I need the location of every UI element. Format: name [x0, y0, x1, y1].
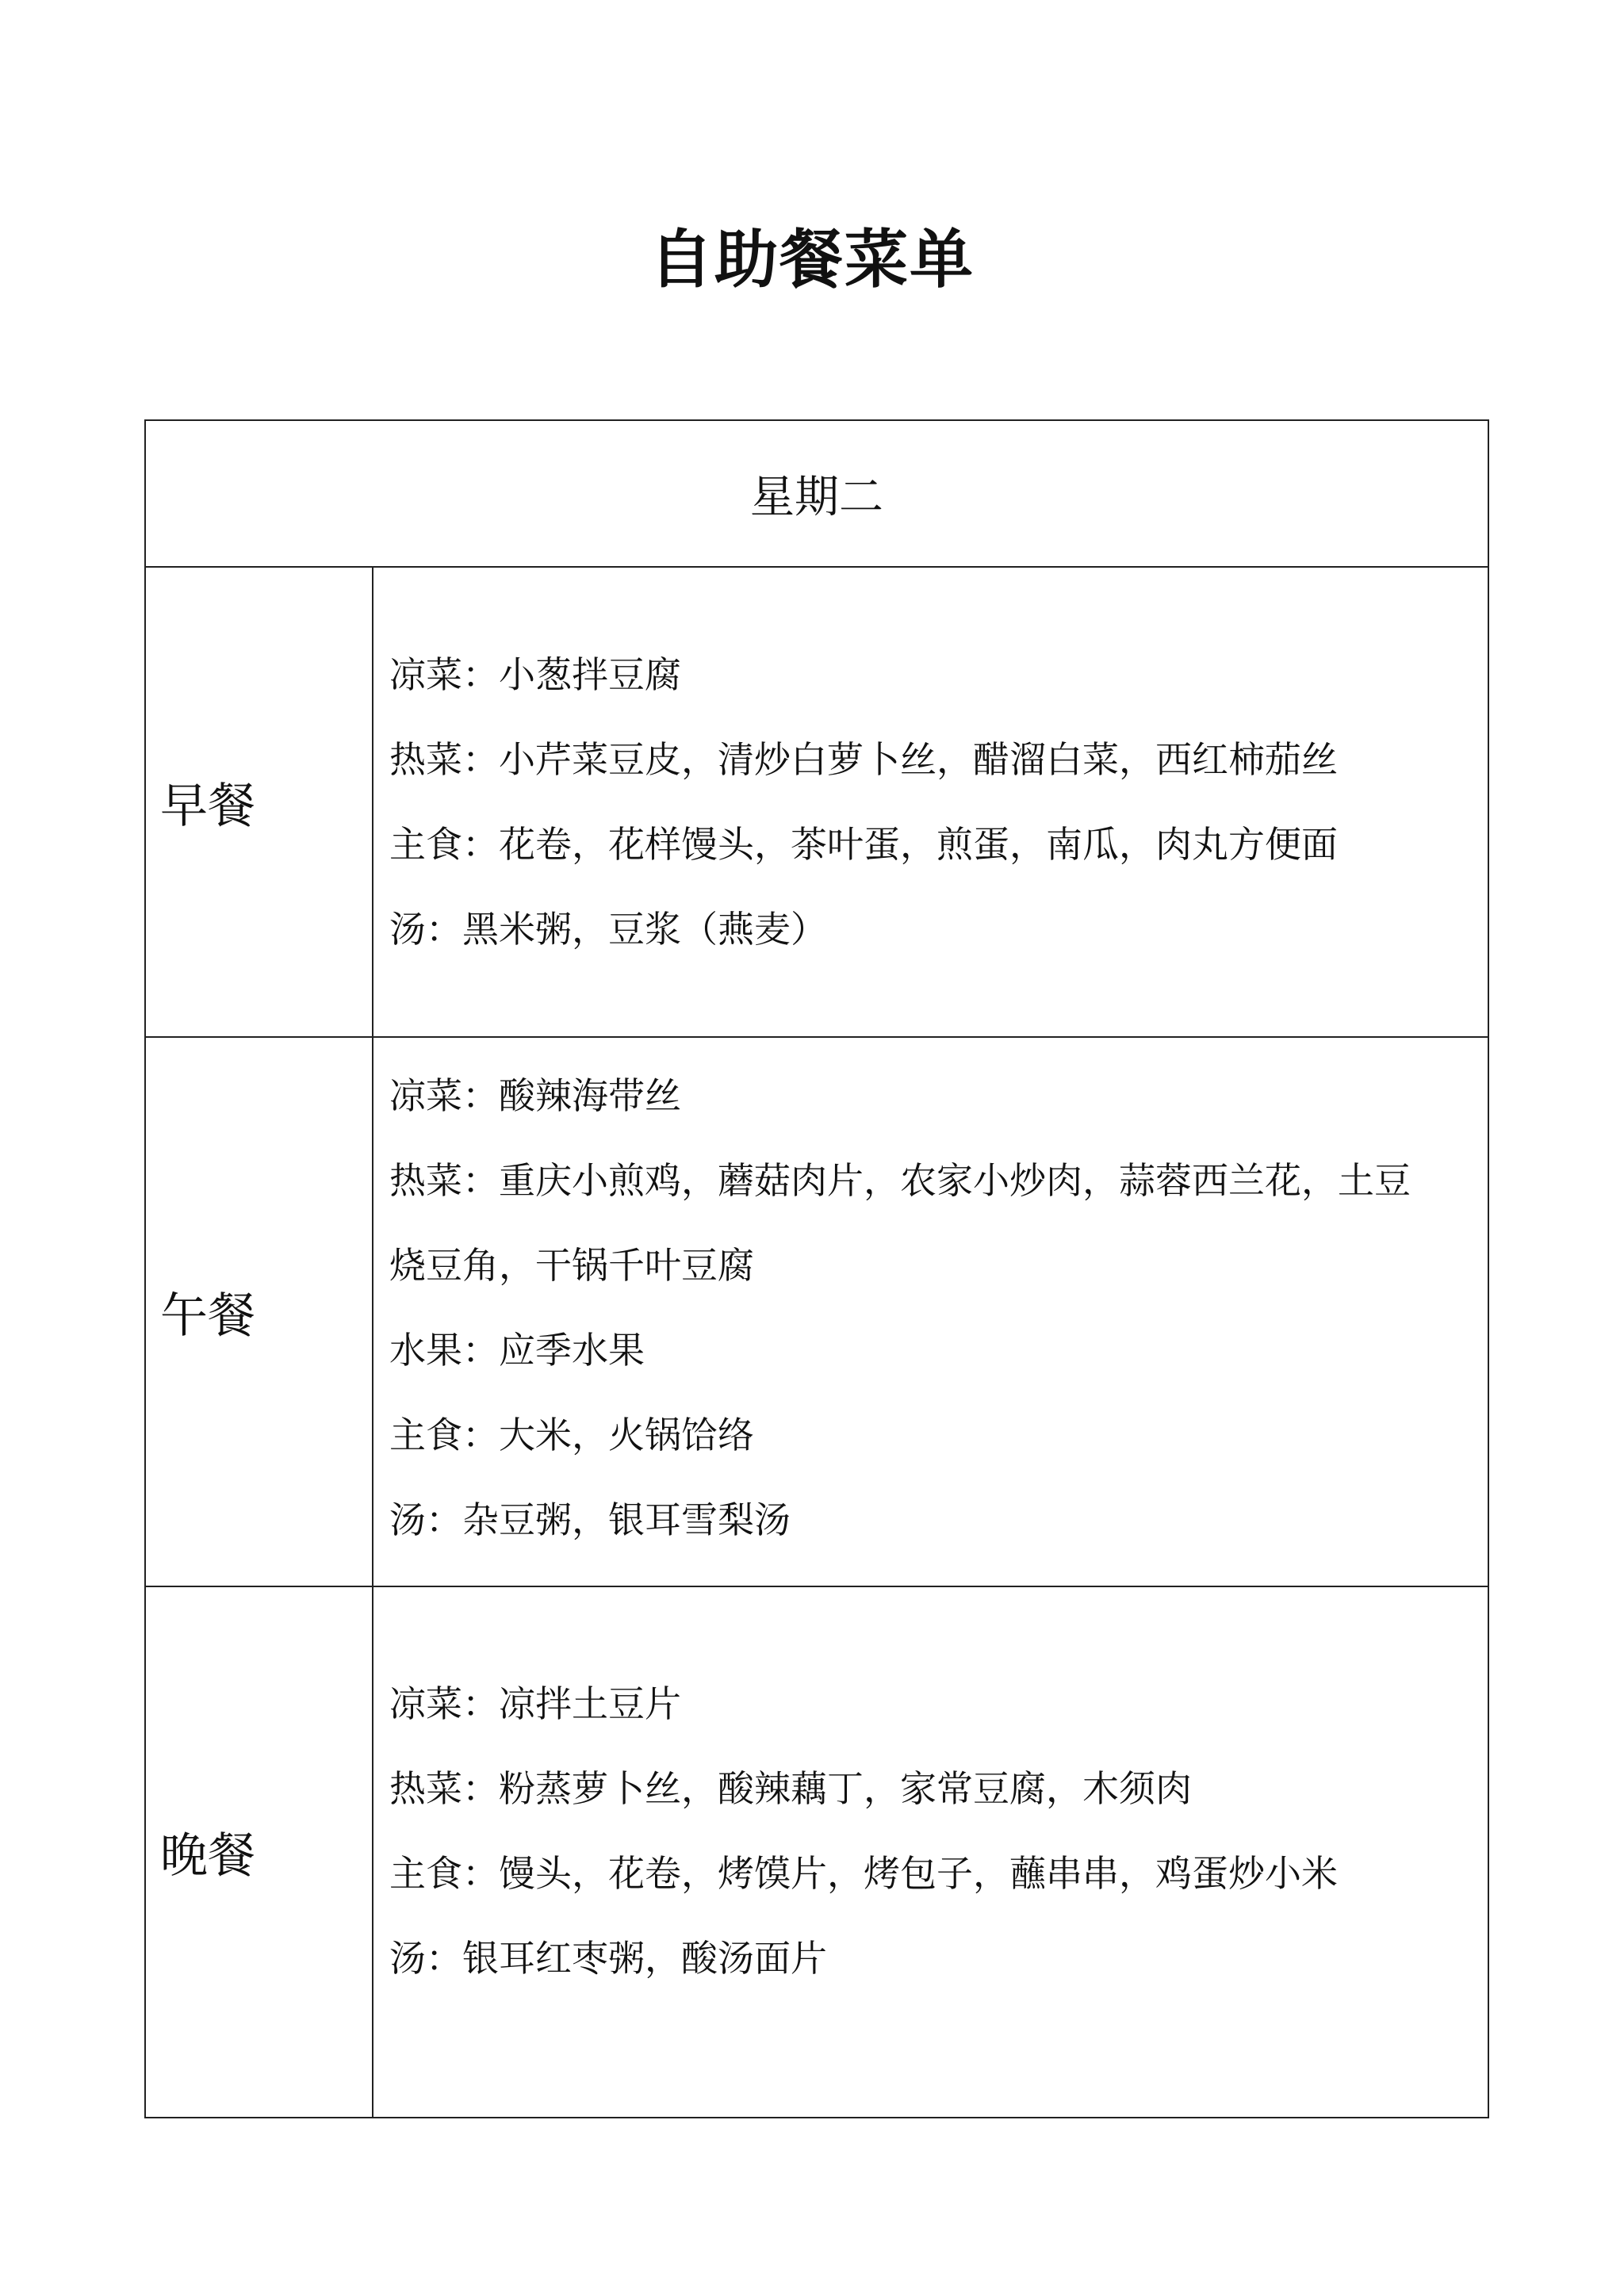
meal-name-lunch: 午餐 [145, 1037, 373, 1586]
menu-line: 凉菜：凉拌土豆片 [389, 1682, 681, 1725]
menu-line: 汤：杂豆粥，银耳雪梨汤 [389, 1498, 791, 1541]
menu-line: 热菜：粉蒸萝卜丝，酸辣藕丁，家常豆腐，木须肉 [389, 1767, 1192, 1810]
menu-line: 水果：应季水果 [389, 1329, 645, 1372]
day-heading: 星期二 [145, 420, 1488, 567]
menu-line: 烧豆角，干锅千叶豆腐 [389, 1244, 754, 1287]
menu-line: 汤：银耳红枣粥，酸汤面片 [389, 1937, 827, 1980]
meal-items-dinner [373, 1586, 1488, 2118]
menu-line: 主食：花卷，花样馒头，茶叶蛋，煎蛋，南瓜，肉丸方便面 [389, 822, 1338, 866]
menu-line: 热菜：小芹菜豆皮，清炒白萝卜丝，醋溜白菜，西红柿茄丝 [389, 737, 1338, 781]
meal-items-breakfast [373, 567, 1488, 1037]
menu-line: 汤：黑米粥，豆浆（燕麦） [389, 907, 827, 951]
day-row [145, 420, 1488, 567]
menu-line: 热菜：重庆小煎鸡，蘑菇肉片，农家小炒肉，蒜蓉西兰花，土豆 [389, 1159, 1411, 1202]
menu-line: 凉菜：酸辣海带丝 [389, 1074, 681, 1117]
menu-table [144, 419, 1489, 2118]
meal-items-lunch [373, 1037, 1488, 1586]
meal-row-dinner [145, 1586, 1488, 2118]
meal-name-dinner: 晚餐 [145, 1586, 373, 2118]
meal-row-lunch [145, 1037, 1488, 1586]
page-title: 自助餐菜单 [649, 223, 975, 297]
menu-line: 主食：馒头，花卷，烤馍片，烤包子，蘸串串，鸡蛋炒小米 [389, 1852, 1338, 1895]
menu-line: 主食：大米，火锅饸络 [389, 1414, 754, 1456]
meal-row-breakfast [145, 567, 1488, 1037]
menu-line: 凉菜：小葱拌豆腐 [389, 652, 681, 696]
meal-name-breakfast: 早餐 [145, 567, 373, 1037]
